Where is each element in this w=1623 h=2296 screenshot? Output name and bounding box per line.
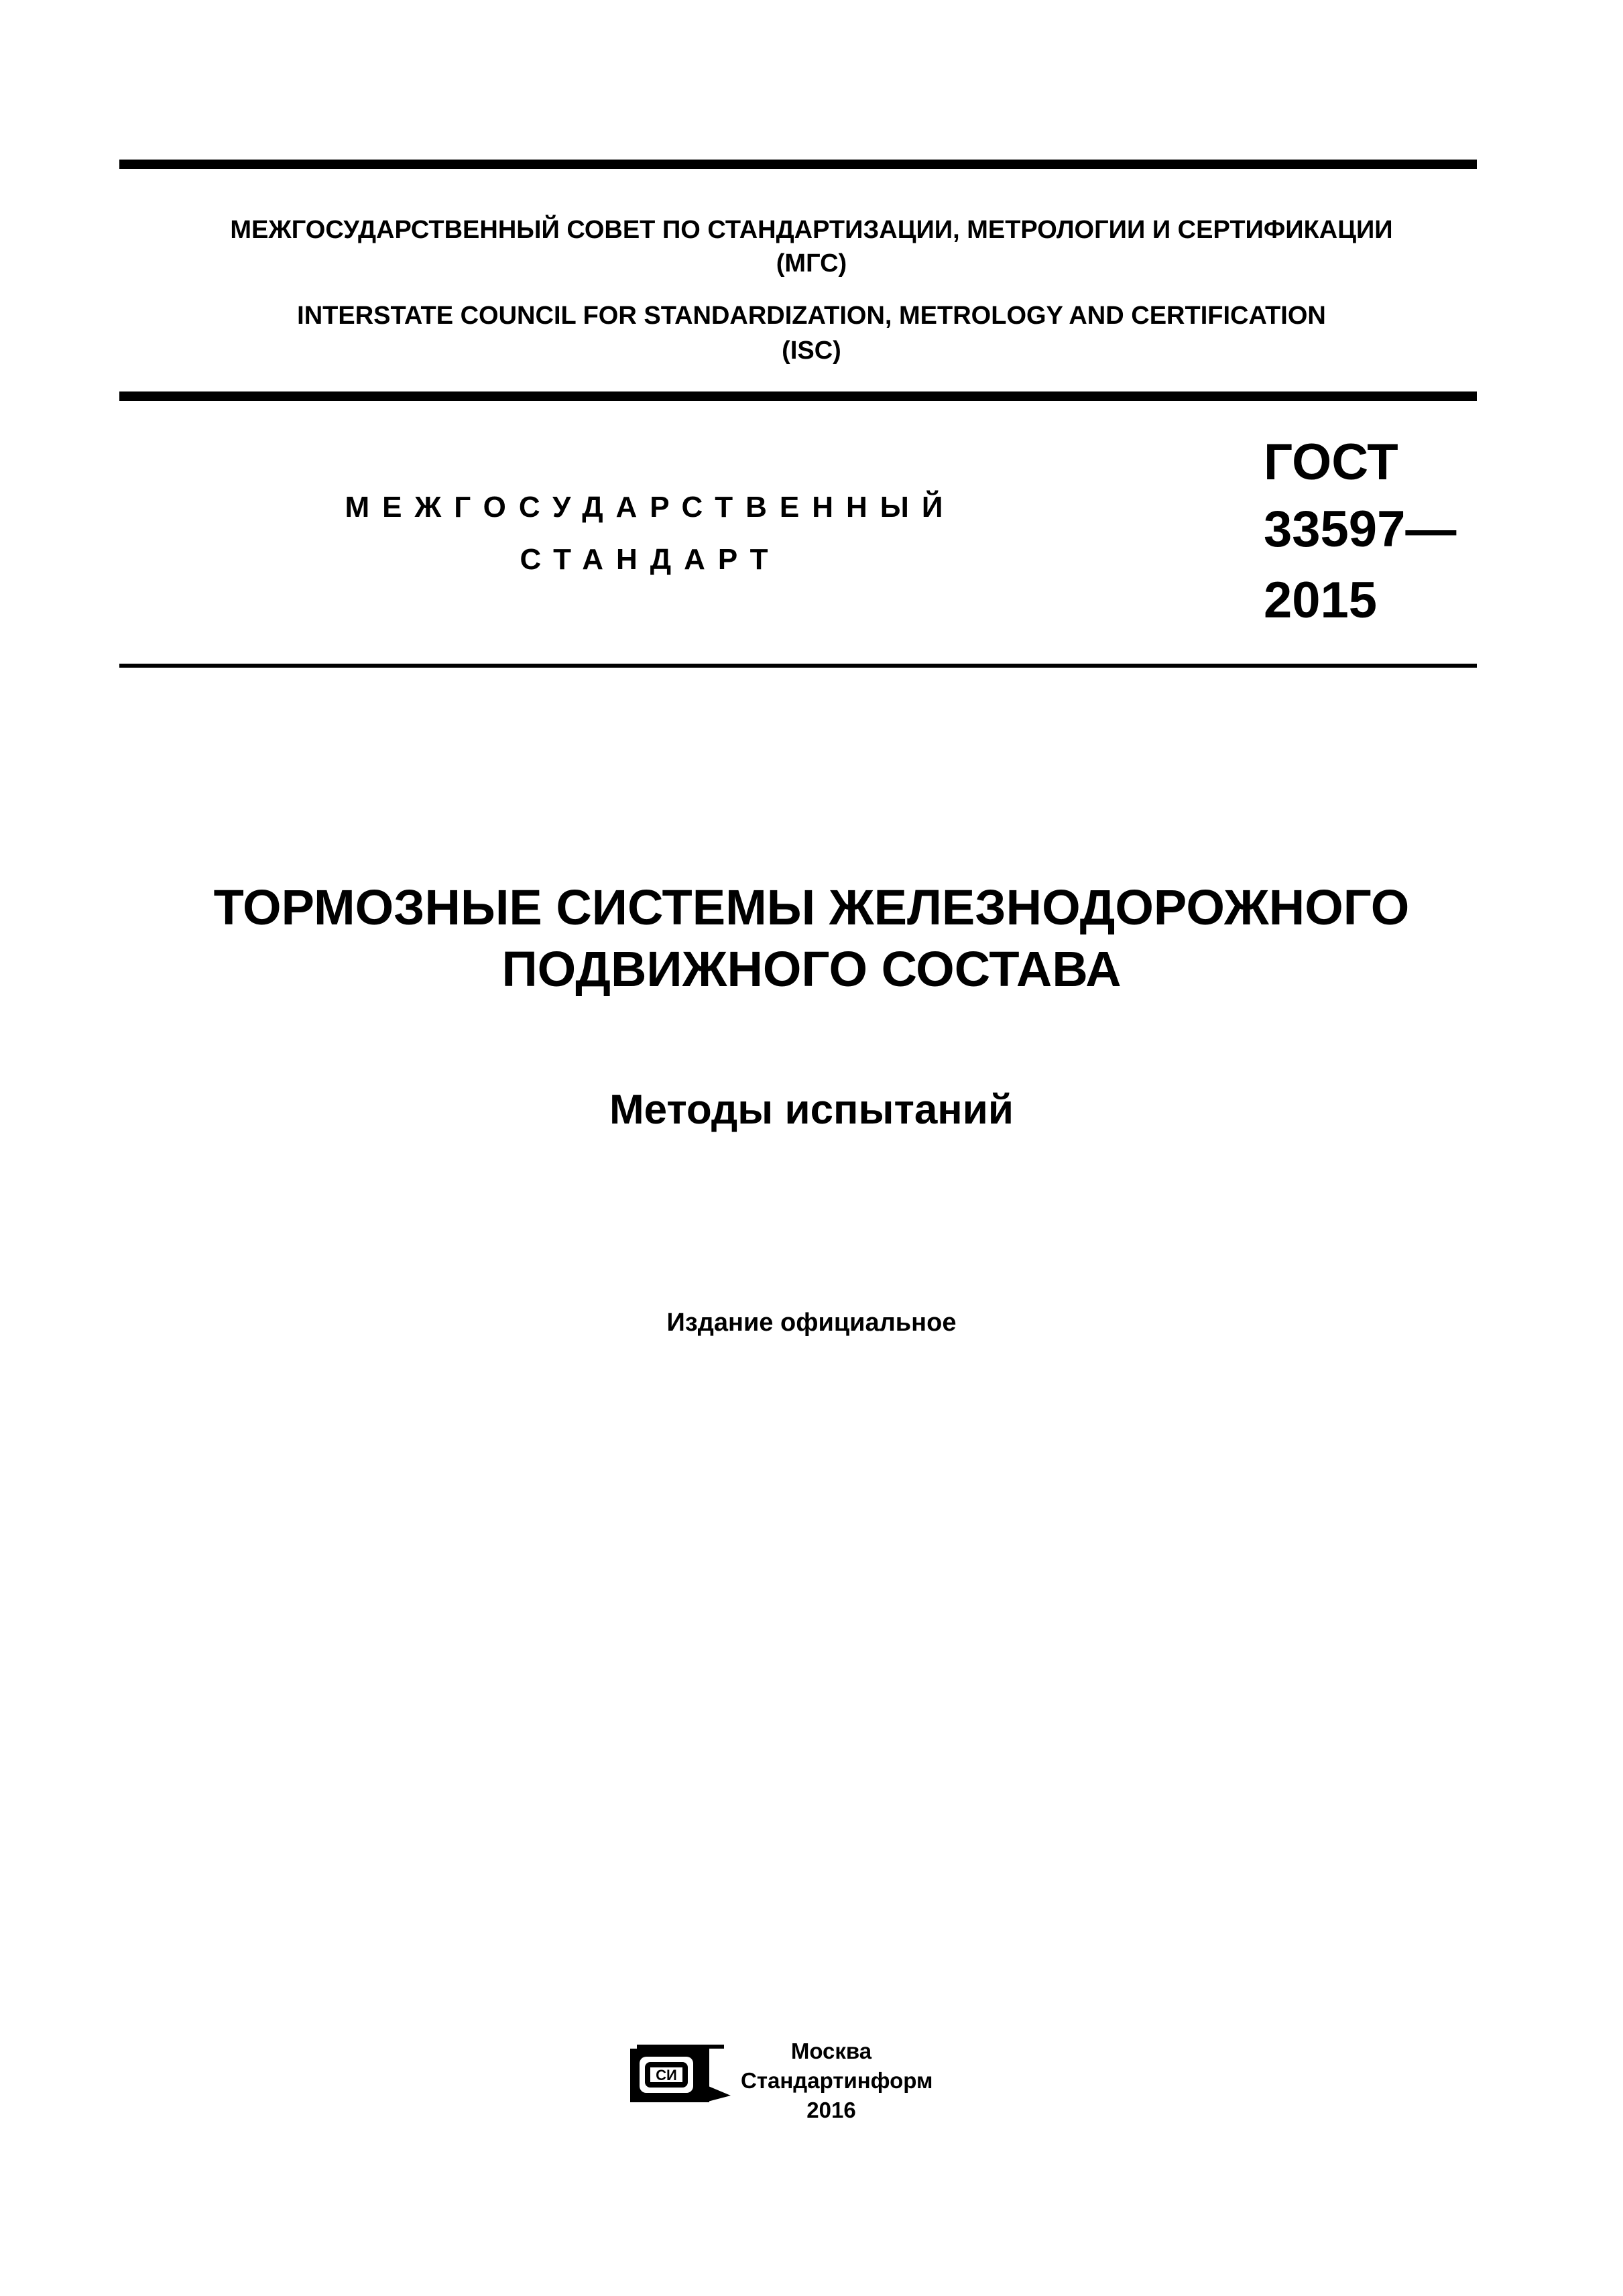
svg-text:СИ: СИ [656,2067,677,2083]
standard-type-line1: МЕЖГОСУДАРСТВЕННЫЙ [345,491,956,524]
council-name-ru: МЕЖГОСУДАРСТВЕННЫЙ СОВЕТ ПО СТАНДАРТИЗАЦИИ, МЕТРОЛОГИИ И СЕРТИФИКАЦИИ [230,216,1393,244]
council-name-en: INTERSTATE COUNCIL FOR STANDARDIZATION, METROLOGY AND CERTIFICATION [297,302,1326,330]
publisher-city: Москва [790,2039,872,2063]
council-abbr-ru: (МГС) [776,249,847,278]
gost-label: ГОСТ [1264,434,1398,491]
standard-type-line2: СТАНДАРТ [520,543,781,576]
gost-year: 2015 [1264,572,1378,629]
publisher-year: 2016 [806,2098,856,2122]
designation-rule [119,664,1477,668]
council-abbr-en: (ISC) [782,337,841,365]
document-subtitle: Методы испытаний [609,1087,1014,1133]
document-title-line1: ТОРМОЗНЫЕ СИСТЕМЫ ЖЕЛЕЗНОДОРОЖНОГО [213,880,1410,935]
publisher-name: Стандартинформ [741,2068,933,2093]
top-rule [119,160,1477,169]
header-rule [119,391,1477,401]
document-title-line2: ПОДВИЖНОГО СОСТАВА [501,941,1122,997]
gost-number: 33597— [1264,501,1457,558]
standartinform-logo-icon [630,2045,731,2106]
edition-note: Издание официальное [666,1309,957,1337]
